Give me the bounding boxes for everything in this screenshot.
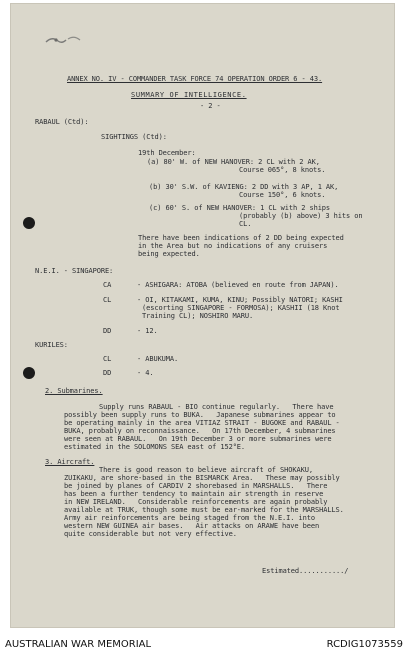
nei-cl-line1: - OI, KITAKAMI, KUMA, KINU; Possibly NATORI; KASHI bbox=[137, 296, 343, 304]
nei-dd-text: - 12. bbox=[137, 327, 158, 335]
nei-dd-label: DD bbox=[103, 327, 112, 335]
indications-line1: There have been indications of 2 DD being expected bbox=[138, 234, 344, 242]
sighting-date: 19th December: bbox=[138, 149, 196, 157]
kuriles-dd-label: DD bbox=[103, 369, 112, 377]
aircraft-line9: quite considerable but not very effective. bbox=[64, 530, 237, 538]
sighting-b-line2: Course 150°, 6 knots. bbox=[239, 191, 326, 199]
archive-footer bbox=[0, 636, 409, 653]
submarines-line2: possibly been supply runs to BUKA. Japanese submarines appear to bbox=[64, 411, 336, 419]
submarines-line1: Supply runs RABAUL - BIO continue regularly. There have bbox=[99, 403, 334, 411]
aircraft-line6: available at TRUK, though some must be ear-marked for the MARSHALLS. bbox=[64, 506, 344, 514]
submarines-line4: BUKA, probably on reconnaissance. On 17th December, 4 submarines bbox=[64, 427, 336, 435]
aircraft-line8: western NEW GUINEA air bases. Air attacks on ARAWE have been bbox=[64, 522, 320, 530]
nei-cl-line3: Training CL); NOSHIRO MARU. bbox=[142, 312, 254, 320]
sighting-a-line1: (a) 80' W. of NEW HANOVER: 2 CL with 2 AK, bbox=[147, 158, 320, 166]
nei-ca-text: - ASHIGARA: ATOBA (believed en route from JAPAN). bbox=[137, 281, 339, 289]
punch-hole-bottom bbox=[23, 367, 35, 379]
sighting-b-line1: (b) 30' S.W. of KAVIENG: 2 DD with 3 AP, 1 AK, bbox=[149, 183, 339, 191]
document-page bbox=[10, 3, 395, 628]
sighting-a-line2: Course 065°, 8 knots. bbox=[239, 166, 326, 174]
punch-hole-top bbox=[23, 217, 35, 229]
page-number: - 2 - bbox=[200, 102, 221, 110]
footer-record-id: RCDIG1073559 bbox=[326, 639, 403, 650]
submarines-line3: be operating mainly in the area VITIAZ STRAIT - BUGOKE and RABAUL - bbox=[64, 419, 340, 427]
footer-source: AUSTRALIAN WAR MEMORIAL bbox=[5, 639, 152, 650]
submarines-line5: were seen at RABAUL. On 19th December 3 or more submarines were bbox=[64, 435, 332, 443]
annex-heading: ANNEX NO. IV - COMMANDER TASK FORCE 74 OPERATION ORDER 6 - 43. bbox=[67, 75, 323, 83]
nei-ca-label: CA bbox=[103, 281, 112, 289]
kuriles-dd-text: - 4. bbox=[137, 369, 154, 377]
page-title: SUMMARY OF INTELLIGENCE. bbox=[131, 91, 247, 99]
submarines-line6: estimated in the SOLOMONS SEA east of 152°E. bbox=[64, 443, 246, 451]
section-kuriles-heading: KURILES: bbox=[35, 341, 68, 349]
aircraft-line1: There is good reason to believe aircraft of SHOKAKU, bbox=[99, 466, 313, 474]
indications-line3: being expected. bbox=[138, 250, 200, 258]
sighting-c-line2: (probably (b) above) 3 hits on bbox=[239, 212, 363, 220]
section-submarines-heading: 2. Submarines. bbox=[45, 387, 103, 395]
sighting-c-line1: (c) 60' S. of NEW HANOVER: 1 CL with 2 ships bbox=[149, 204, 331, 212]
aircraft-line4: has been a further tendency to maintain air strength in reserve bbox=[64, 490, 324, 498]
sighting-c-line3: CL. bbox=[239, 220, 252, 228]
section-nei-heading: N.E.I. - SINGAPORE: bbox=[35, 267, 114, 275]
aircraft-line7: Army air reinforcements are being staged from the N.E.I. into bbox=[64, 514, 315, 522]
closing-estimated: Estimated.........../ bbox=[262, 567, 349, 575]
nei-cl-line2: (escorting SINGAPORE - FORMOSA); KASHII (18 Knot bbox=[142, 304, 340, 312]
kuriles-cl-label: CL bbox=[103, 355, 112, 363]
nei-cl-label: CL bbox=[103, 296, 112, 304]
sightings-heading: SIGHTINGS (Ctd): bbox=[101, 133, 167, 141]
kuriles-cl-text: - ABUKUMA. bbox=[137, 355, 179, 363]
aircraft-line3: be joined by planes of CARDIV 2 shorebased in MARSHALLS. There bbox=[64, 482, 328, 490]
aircraft-line5: in NEW IRELAND. Considerable reinforcements are again probably bbox=[64, 498, 328, 506]
section-rabaul-heading: RABAUL (Ctd): bbox=[35, 118, 89, 126]
staple-mark-icon bbox=[44, 34, 84, 46]
section-aircraft-heading: 3. Aircraft. bbox=[45, 458, 95, 466]
indications-line2: in the Area but no indications of any cruisers bbox=[138, 242, 328, 250]
aircraft-line2: ZUIKAKU, are shore-based in the BISMARCK Area. These may possibly bbox=[64, 474, 340, 482]
